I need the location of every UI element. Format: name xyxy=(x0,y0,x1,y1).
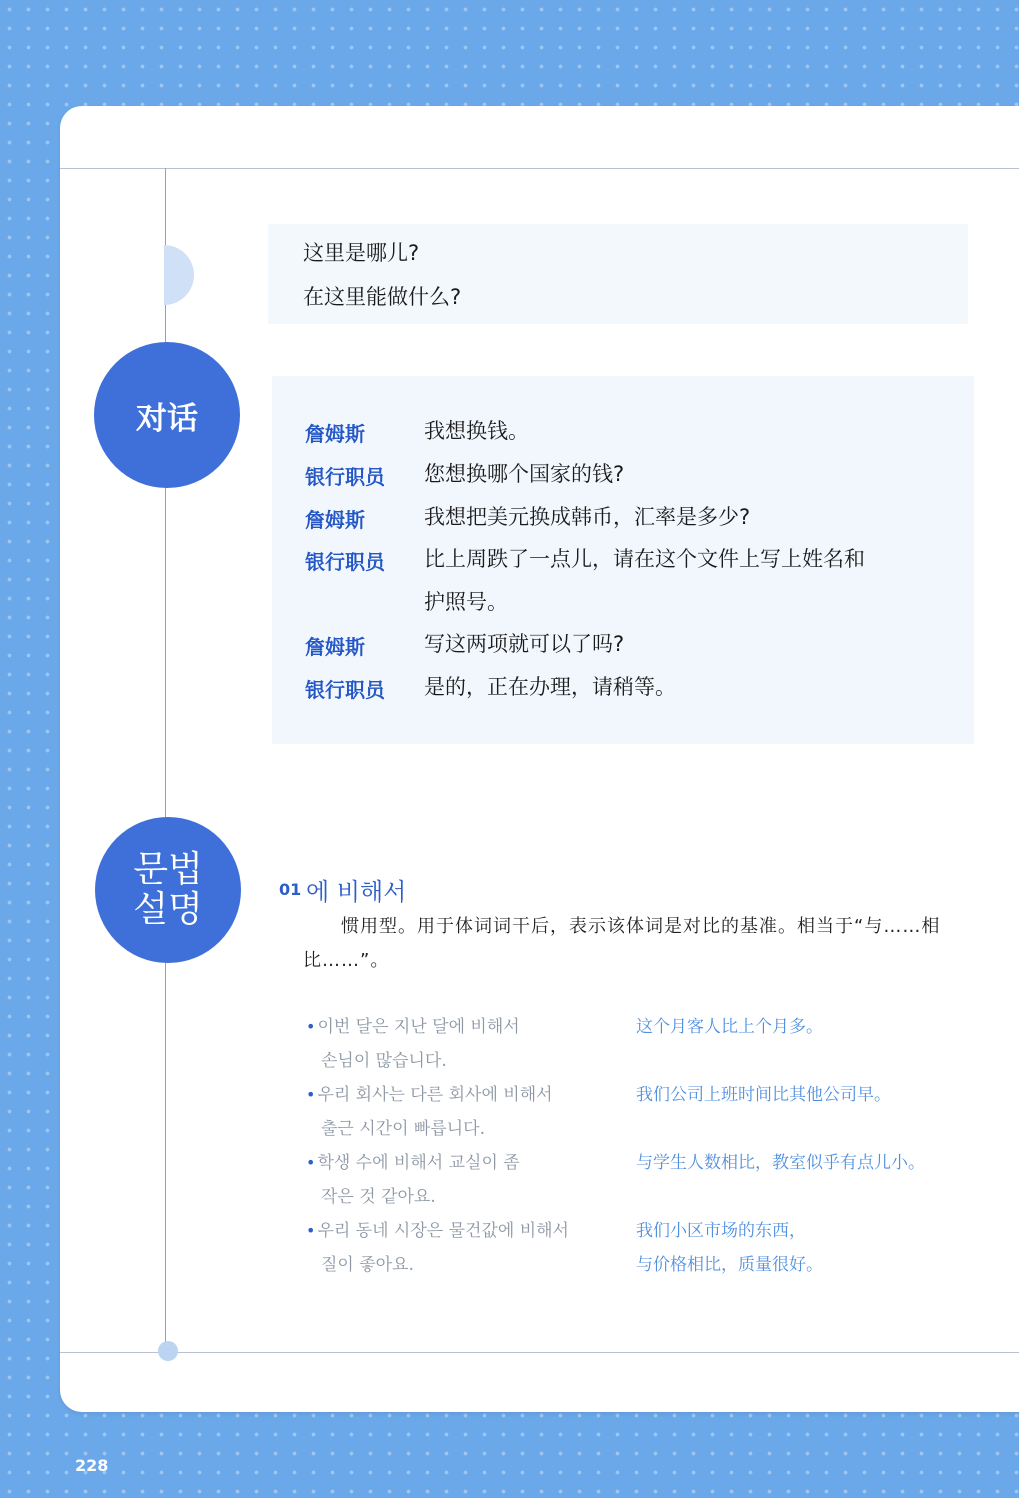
example-korean-line: 손님이 많습니다. xyxy=(321,1051,447,1071)
dialog-speaker: 詹姆斯 xyxy=(305,422,365,446)
example-korean-line: 질이 좋아요. xyxy=(321,1255,414,1275)
bullet-icon: • xyxy=(306,1153,316,1172)
example-chinese-line: 与学生人数相比，教室似乎有点儿小。 xyxy=(636,1153,925,1173)
dialog-line: 写这两项就可以了吗? xyxy=(424,632,625,656)
dialog-line: 我想换钱。 xyxy=(424,419,529,443)
example-chinese xyxy=(636,1010,996,1044)
dialog-line: 是的，正在办理，请稍等。 xyxy=(424,675,676,699)
example-korean-line: 우리 회사는 다른 회사에 비해서 xyxy=(317,1085,553,1105)
example-korean xyxy=(306,1146,626,1214)
example-korean-line: 우리 동네 시장은 물건값에 비해서 xyxy=(317,1221,569,1241)
example-korean-line: 이번 달은 지난 달에 비해서 xyxy=(317,1017,520,1037)
example-chinese xyxy=(636,1146,996,1180)
dialog-line: 比上周跌了一点儿，请在这个文件上写上姓名和 xyxy=(424,547,865,571)
grammar-number: 01 xyxy=(279,880,302,899)
bullet-icon: • xyxy=(306,1221,316,1240)
page-number: 228 xyxy=(75,1456,109,1475)
dialog-speaker: 詹姆斯 xyxy=(305,635,365,659)
example-chinese-line: 我们小区市场的东西， xyxy=(636,1221,806,1241)
example-chinese xyxy=(636,1214,996,1282)
dialog-line: 您想换哪个国家的钱? xyxy=(424,462,625,486)
example-korean xyxy=(306,1078,626,1146)
top-rule xyxy=(60,168,1019,169)
grammar-title: 에 비해서 xyxy=(306,878,407,906)
dialog-speaker: 詹姆斯 xyxy=(305,508,365,532)
section-badge-grammar xyxy=(95,817,241,963)
bullet-icon: • xyxy=(306,1017,316,1036)
section-badge-dialog xyxy=(94,342,240,488)
example-chinese-line: 与价格相比，质量很好。 xyxy=(636,1255,823,1275)
decorative-dot xyxy=(158,1341,178,1361)
bottom-rule xyxy=(60,1352,1019,1353)
example-korean-line: 학생 수에 비해서 교실이 좀 xyxy=(317,1153,520,1173)
example-chinese xyxy=(636,1078,996,1112)
section-badge-label: 对话 xyxy=(136,400,198,437)
example-korean-line: 출근 시간이 빠릅니다. xyxy=(321,1119,486,1139)
example-korean xyxy=(306,1010,626,1078)
example-chinese-line: 这个月客人比上个月多。 xyxy=(636,1017,823,1037)
warmup-question: 这里是哪儿? xyxy=(303,241,420,265)
dialog-line: 护照号。 xyxy=(424,590,508,614)
warmup-question: 在这里能做什么? xyxy=(303,285,462,309)
example-chinese-line: 我们公司上班时间比其他公司早。 xyxy=(636,1085,891,1105)
example-korean-line: 작은 것 같아요. xyxy=(321,1187,436,1207)
section-badge-label: 문법 xyxy=(133,849,203,890)
bullet-icon: • xyxy=(306,1085,316,1104)
dialog-speaker: 银行职员 xyxy=(305,465,385,489)
dialog-speaker: 银行职员 xyxy=(305,550,385,574)
dialog-line: 我想把美元换成韩币，汇率是多少? xyxy=(424,505,751,529)
example-korean xyxy=(306,1214,626,1282)
dialog-speaker: 银行职员 xyxy=(305,678,385,702)
section-badge-label: 설명 xyxy=(133,889,203,930)
grammar-description: 惯用型。用于体词词干后，表示该体词是对比的基准。相当于“与……相比……”。 xyxy=(303,916,941,971)
